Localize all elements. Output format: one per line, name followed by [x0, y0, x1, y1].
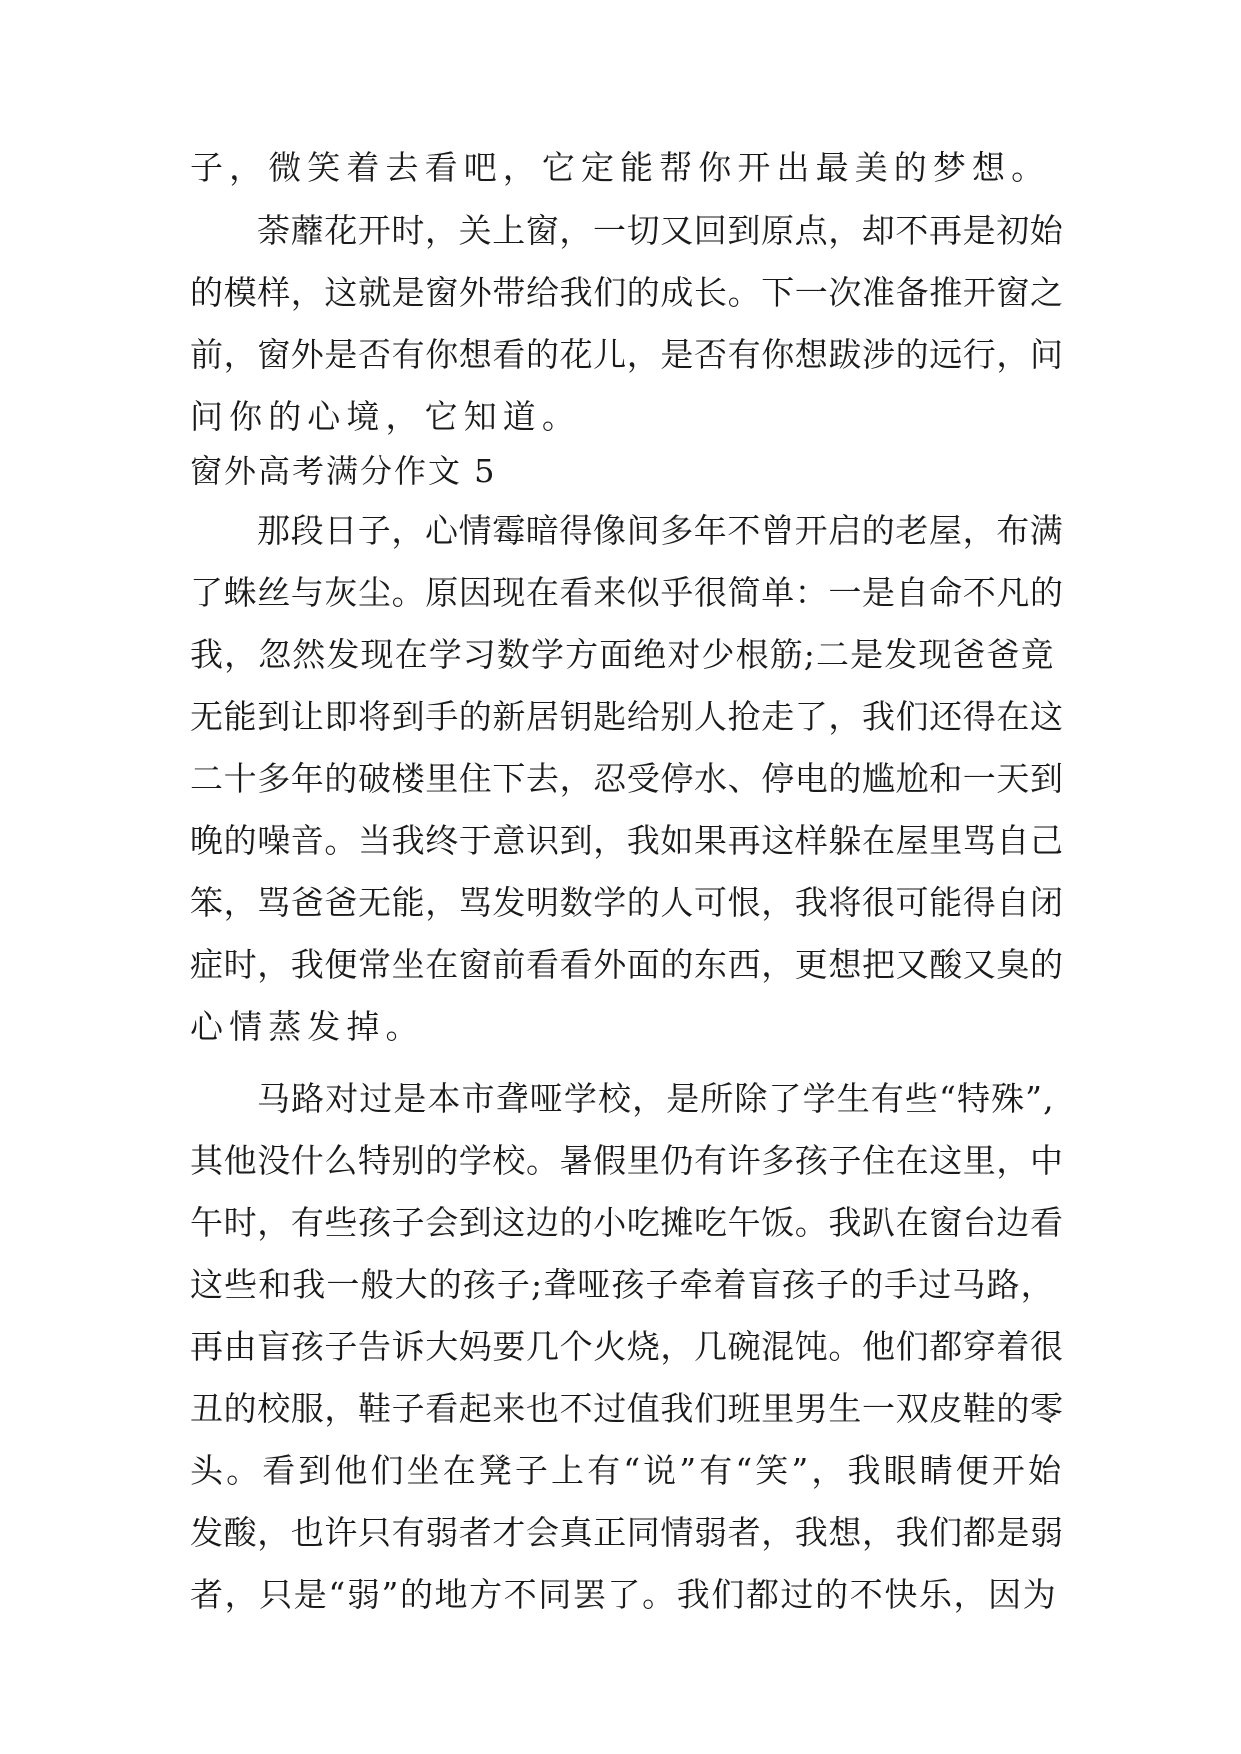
text-line: 晚的噪音。当我终于意识到，我如果再这样躲在屋里骂自己 — [190, 821, 1064, 860]
text-line: 症时，我便常坐在窗前看看外面的东西，更想把又酸又臭的 — [190, 945, 1064, 984]
text-line: 者，只是“弱”的地方不同罢了。我们都过的不快乐，因为 — [190, 1575, 1058, 1614]
paragraph-first-line: 那段日子，心情霉暗得像间多年不曾开启的老屋，布满 — [257, 511, 1064, 550]
text-line: 笨，骂爸爸无能，骂发明数学的人可恨，我将很可能得自闭 — [190, 883, 1064, 922]
text-line: 二十多年的破楼里住下去，忍受停水、停电的尴尬和一天到 — [190, 759, 1064, 798]
text-line: 前，窗外是否有你想看的花儿，是否有你想跋涉的远行，问 — [190, 335, 1064, 374]
text-line: 我，忽然发现在学习数学方面绝对少根筋;二是发现爸爸竟 — [190, 635, 1055, 674]
text-line: 无能到让即将到手的新居钥匙给别人抢走了，我们还得在这 — [190, 697, 1064, 736]
text-line: 的模样，这就是窗外带给我们的成长。下一次准备推开窗之 — [190, 273, 1064, 312]
text-line: 其他没什么特别的学校。暑假里仍有许多孩子住在这里，中 — [190, 1141, 1064, 1180]
text-line: 了蛛丝与灰尘。原因现在看来似乎很简单：一是自命不凡的 — [190, 573, 1064, 612]
text-line: 心情蒸发掉。 — [190, 1007, 425, 1046]
section-heading: 窗外高考满分作文 5 — [190, 452, 497, 490]
paragraph-first-line: 马路对过是本市聋哑学校，是所除了学生有些“特殊”, — [257, 1079, 1055, 1118]
text-line: 子，微笑着去看吧，它定能帮你开出最美的梦想。 — [190, 148, 1051, 187]
text-line: 再由盲孩子告诉大妈要几个火烧，几碗混饨。他们都穿着很 — [190, 1327, 1064, 1366]
text-line: 丑的校服，鞋子看起来也不过值我们班里男生一双皮鞋的零 — [190, 1389, 1064, 1428]
paragraph-first-line: 荼蘼花开时，关上窗，一切又回到原点，却不再是初始 — [257, 211, 1064, 250]
text-line: 头。看到他们坐在凳子上有“说”有“笑”，我眼睛便开始 — [190, 1451, 1065, 1490]
text-line: 发酸，也许只有弱者才会真正同情弱者，我想，我们都是弱 — [190, 1513, 1064, 1552]
text-line: 问你的心境，它知道。 — [190, 397, 581, 436]
text-line: 午时，有些孩子会到这边的小吃摊吃午饭。我趴在窗台边看 — [190, 1203, 1064, 1242]
text-line: 这些和我一般大的孩子;聋哑孩子牵着盲孩子的手过马路， — [190, 1265, 1055, 1304]
